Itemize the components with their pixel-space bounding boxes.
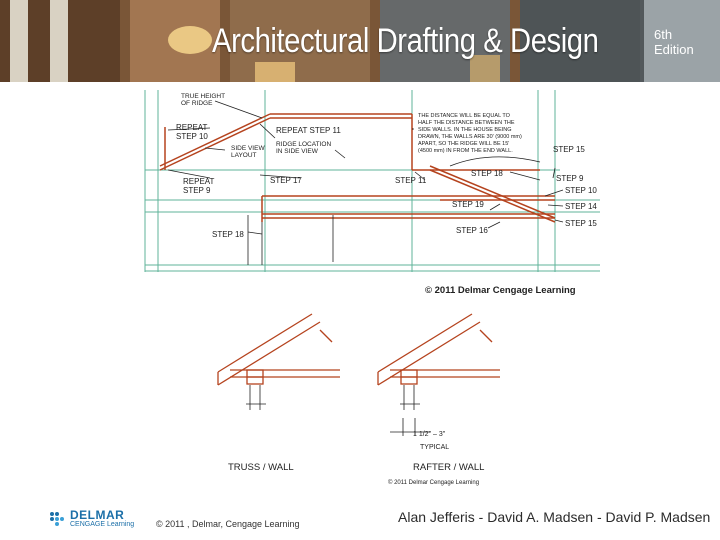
- label-step-11: STEP 11: [395, 176, 427, 185]
- edition-label: [654, 27, 694, 57]
- label-ridge-loc-2: RIDGE LOCATION: [276, 141, 332, 148]
- delmar-logo: [48, 508, 144, 530]
- label-step-9: STEP 9: [556, 174, 584, 183]
- bottom-figure-credit: © 2011 Delmar Cengage Learning: [388, 480, 480, 486]
- edition-box: [644, 0, 720, 82]
- label-step-18-left: STEP 18: [212, 230, 244, 239]
- dimension-note: TYPICAL: [420, 444, 450, 451]
- label-step-18-top: STEP 18: [471, 169, 503, 178]
- label-step-15-top: STEP 15: [553, 145, 585, 154]
- label-repeat-10-1: REPEAT: [176, 123, 208, 132]
- label-true-height-2: OF RIDGE: [181, 100, 213, 107]
- dimension-label: 1 1/2" – 3": [413, 431, 446, 438]
- truss-detail: [218, 314, 340, 385]
- footer-authors: Alan Jefferis - David A. Madsen - David P. Madsen: [398, 509, 711, 525]
- label-step-15: STEP 15: [565, 219, 597, 228]
- book-title: Architectural Drafting & Design: [212, 22, 599, 60]
- edition-number: 6th: [654, 27, 673, 42]
- label-true-height-1: TRUE HEIGHT: [181, 93, 226, 100]
- note-line-2: HALF THE DISTANCE BETWEEN THE: [418, 120, 515, 126]
- note-line-5: APART, SO THE RIDGE WILL BE 15': [418, 141, 510, 147]
- logo-text-delmar: DELMAR: [70, 508, 125, 522]
- label-side-view-2: LAYOUT: [231, 152, 257, 159]
- label-repeat-9-1: REPEAT: [183, 177, 215, 186]
- label-step-14: STEP 14: [565, 202, 597, 211]
- drafting-figure: [0, 82, 720, 502]
- label-repeat-10-2: STEP 10: [176, 132, 208, 141]
- note-line-4: DRAWN, THE WALLS ARE 30' (9000 mm): [418, 134, 522, 140]
- edition-word: Edition: [654, 42, 694, 57]
- header-banner: [0, 0, 720, 82]
- logo-text-cengage: CENGAGE Learning: [70, 521, 135, 528]
- label-ridge-loc-3: IN SIDE VIEW: [276, 148, 318, 155]
- label-step-17: STEP 17: [270, 176, 302, 185]
- label-repeat-9-2: STEP 9: [183, 186, 211, 195]
- label-step-19: STEP 19: [452, 200, 484, 209]
- label-repeat-11: REPEAT STEP 11: [276, 126, 341, 135]
- note-line-6: (4500 mm) IN FROM THE END WALL.: [418, 148, 513, 154]
- rafter-detail: [378, 314, 500, 385]
- logo-mark-icon: [48, 510, 66, 528]
- top-figure-credit: © 2011 Delmar Cengage Learning: [425, 285, 576, 296]
- label-step-10: STEP 10: [565, 186, 597, 195]
- note-line-1: THE DISTANCE WILL BE EQUAL TO: [418, 113, 510, 119]
- truss-wall-caption: TRUSS / WALL: [228, 462, 294, 473]
- footer-copyright: © 2011 , Delmar, Cengage Learning: [156, 519, 300, 529]
- label-step-16: STEP 16: [456, 226, 488, 235]
- label-side-view-1: SIDE VIEW: [231, 145, 265, 152]
- note-line-3: SIDE WALLS. IN THE HOUSE BEING: [418, 127, 512, 133]
- rafter-wall-caption: RAFTER / WALL: [413, 462, 485, 473]
